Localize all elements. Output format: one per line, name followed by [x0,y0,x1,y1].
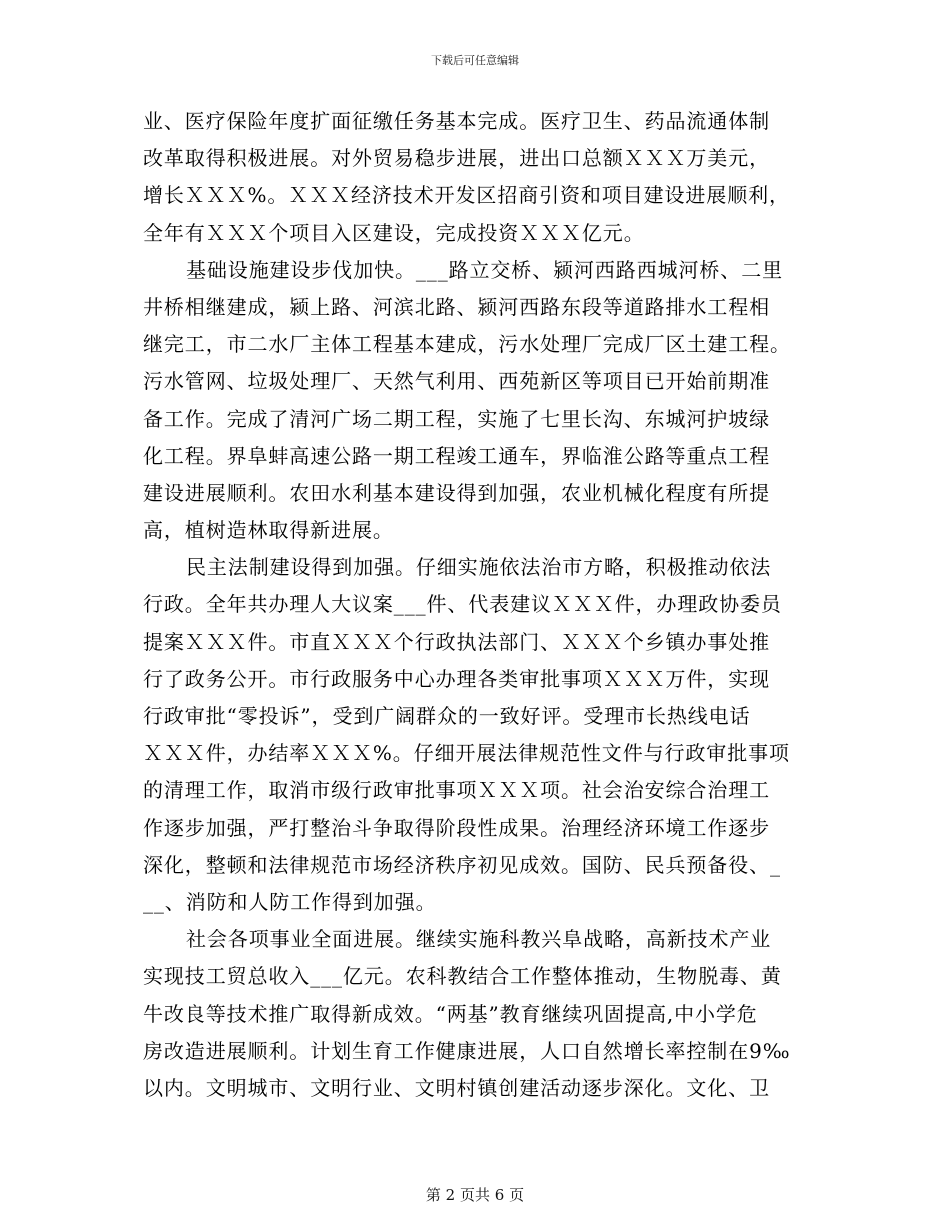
text-line: 行政。全年共办理人大议案___件、代表建议ＸＸＸ件，办理政协委员 [143,592,782,617]
text-line: 的清理工作，取消市级行政审批事项ＸＸＸ项。社会治安综合治理工 [143,778,770,803]
text-line: 高，植树造林取得新进展。 [143,518,394,543]
paragraph-first-line: 社会各项事业全面进展。继续实施科教兴阜战略，高新技术产业 [186,927,772,952]
text-line: 行了政务公开。市行政服务中心办理各类审批事项ＸＸＸ万件，实现 [143,666,770,691]
text-line: 全年有ＸＸＸ个项目入区建设，完成投资ＸＸＸ亿元。 [143,220,645,245]
text-line: ＸＸＸ件，办结率ＸＸＸ%。仔细开展法律规范性文件与行政审批事项 [143,741,790,766]
paragraph-first-line: 基础设施建设步伐加快。___路立交桥、颍河西路西城河桥、二里 [186,257,783,282]
page-header: 下载后可任意编辑 [431,54,519,67]
text-line: 备工作。完成了清河广场二期工程，实施了七里长沟、东城河护坡绿 [143,406,770,431]
text-line: 行政审批“零投诉”，受到广阔群众的一致好评。受理市长热线电话 [143,704,751,728]
text-line: 改革取得积极进展。对外贸易稳步进展，进出口总额ＸＸＸ万美元， [143,146,770,171]
text-line: __、消防和人防工作得到加强。 [143,889,437,914]
paragraph-first-line: 民主法制建设得到加强。仔细实施依法治市方略，积极推动依法 [186,555,772,580]
text-line: 化工程。界阜蚌高速公路一期工程竣工通车，界临淮公路等重点工程 [143,443,770,468]
text-line: 污水管网、垃圾处理厂、天然气利用、西苑新区等项目已开始前期准 [143,369,770,394]
text-line: 作逐步加强，严打整治斗争取得阶段性成果。治理经济环境工作逐步 [143,815,770,840]
text-line: 提案ＸＸＸ件。市直ＸＸＸ个行政执法部门、ＸＸＸ个乡镇办事处推 [143,629,770,654]
text-line: 深化，整顿和法律规范市场经济秩序初见成效。国防、民兵预备役、_ [143,852,781,877]
text-line: 实现技工贸总收入___亿元。农科教结合工作整体推动，生物脱毒、黄 [143,964,782,989]
text-line: 增长ＸＸＸ%。ＸＸＸ经济技术开发区招商引资和项目建设进展顺利， [143,183,790,208]
text-line: 业、医疗保险年度扩面征缴任务基本完成。医疗卫生、药品流通体制 [143,109,770,133]
text-line: 牛改良等技术推广取得新成效。“两基”教育继续巩固提高,中小学危 [143,1001,758,1026]
text-line: 井桥相继建成，颍上路、河滨北路、颍河西路东段等道路排水工程相 [143,294,770,319]
body-text [143,103,811,1107]
page-footer: 第 2 页共 6 页 [425,1186,525,1204]
text-line: 房改造进展顺利。计划生育工作健康进展，人口自然增长率控制在9‰ [143,1038,791,1063]
text-line: 继完工，市二水厂主体工程基本建成，污水处理厂完成厂区土建工程。 [143,332,791,357]
text-line: 建设进展顺利。农田水利基本建设得到加强，农业机械化程度有所提 [143,480,770,505]
text-line: 以内。文明城市、文明行业、文明村镇创建活动逐步深化。文化、卫 [143,1075,770,1100]
